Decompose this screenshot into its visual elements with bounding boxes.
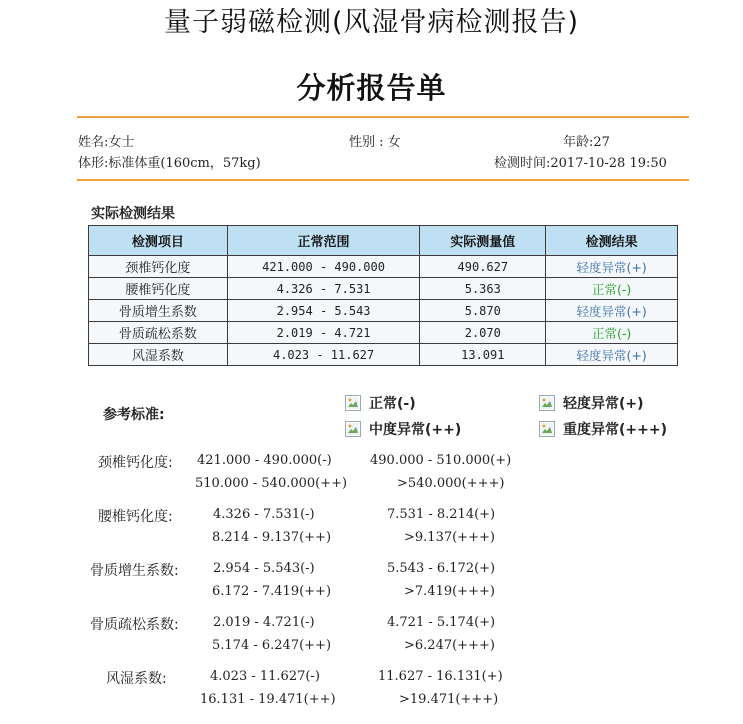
std-range: 11.627 - 16.131(+) (378, 669, 503, 684)
row-range: 2.954 - 5.543 (227, 300, 420, 322)
row-value: 5.870 (420, 300, 546, 322)
row-result-cell (546, 278, 678, 300)
std-range: 2.019 - 4.721(-) (213, 615, 315, 630)
legend-label: 中度异常(++) (369, 422, 462, 438)
std-range: 2.954 - 5.543(-) (213, 561, 315, 576)
std-range: 6.172 - 7.419(++) (212, 584, 332, 599)
row-item: 颈椎钙化度 (89, 256, 228, 278)
legend-label: 重度异常(+++) (563, 422, 667, 438)
header-value: 实际测量值 (420, 226, 546, 256)
std-item-name: 骨质疏松系数: (90, 617, 179, 633)
row-result-cell (546, 300, 678, 322)
image-placeholder-icon (539, 395, 555, 411)
std-range: 8.214 - 9.137(++) (212, 530, 332, 545)
divider-top (77, 116, 689, 118)
row-result-cell (546, 256, 678, 278)
patient-body: 体形:标准体重(160cm，57kg) (78, 156, 261, 171)
std-range: 7.531 - 8.214(+) (387, 507, 496, 522)
std-range: >9.137(+++) (404, 530, 495, 545)
std-range: 5.543 - 6.172(+) (387, 561, 496, 576)
row-range: 2.019 - 4.721 (227, 322, 420, 344)
row-result: 轻度异常(+) (576, 303, 647, 319)
std-range: 510.000 - 540.000(++) (195, 476, 348, 491)
row-range: 4.023 - 11.627 (227, 344, 420, 366)
legend-label: 正常(-) (369, 396, 416, 412)
row-result-cell (546, 344, 678, 366)
row-value: 13.091 (420, 344, 546, 366)
image-placeholder-icon (539, 421, 555, 437)
legend-mild (539, 393, 644, 413)
row-result: 正常(-) (591, 325, 632, 341)
row-item: 骨质疏松系数 (89, 322, 228, 344)
row-result: 轻度异常(+) (576, 259, 647, 275)
legend-label: 轻度异常(+) (563, 396, 644, 412)
table-row (89, 344, 678, 366)
table-row (89, 300, 678, 322)
test-time: 检测时间:2017-10-28 19:50 (494, 156, 667, 171)
legend-moderate (345, 419, 461, 439)
row-value: 2.070 (420, 322, 546, 344)
row-item: 骨质增生系数 (89, 300, 228, 322)
std-range: >6.247(+++) (404, 638, 495, 653)
std-range: 4.326 - 7.531(-) (213, 507, 315, 522)
header-item: 检测项目 (89, 226, 228, 256)
report-subtitle: 分析报告单 (296, 71, 447, 105)
patient-name: 姓名:女士 (78, 135, 135, 150)
std-item-name: 骨质增生系数: (90, 563, 179, 579)
results-section-title: 实际检测结果 (91, 206, 175, 222)
std-range: >19.471(+++) (399, 692, 499, 707)
patient-age: 年龄:27 (563, 135, 610, 150)
std-item-name: 颈椎钙化度: (98, 455, 173, 471)
divider-bottom (77, 179, 689, 181)
row-value: 5.363 (420, 278, 546, 300)
row-range: 421.000 - 490.000 (227, 256, 420, 278)
row-value: 490.627 (420, 256, 546, 278)
std-item-name: 风湿系数: (106, 671, 167, 687)
std-range: 4.023 - 11.627(-) (210, 669, 320, 684)
std-range: >7.419(+++) (404, 584, 495, 599)
image-placeholder-icon (345, 395, 361, 411)
table-row (89, 278, 678, 300)
results-table (88, 225, 678, 366)
row-result: 正常(-) (591, 281, 632, 297)
header-result: 检测结果 (546, 226, 678, 256)
std-item-name: 腰椎钙化度: (98, 509, 173, 525)
table-row (89, 322, 678, 344)
std-range: 16.131 - 19.471(++) (200, 692, 336, 707)
std-range: 4.721 - 5.174(+) (387, 615, 496, 630)
row-result: 轻度异常(+) (576, 347, 647, 363)
std-range: >540.000(+++) (397, 476, 505, 491)
image-placeholder-icon (345, 421, 361, 437)
reference-label: 参考标准: (103, 407, 165, 423)
std-range: 5.174 - 6.247(++) (212, 638, 332, 653)
table-header-row (89, 226, 678, 256)
table-row (89, 256, 678, 278)
legend-severe (539, 419, 667, 439)
std-range: 490.000 - 510.000(+) (370, 453, 512, 468)
row-range: 4.326 - 7.531 (227, 278, 420, 300)
legend-normal (345, 393, 416, 413)
header-range: 正常范围 (227, 226, 420, 256)
patient-gender: 性别 : 女 (349, 135, 401, 150)
row-item: 风湿系数 (89, 344, 228, 366)
report-title: 量子弱磁检测(风湿骨病检测报告) (163, 7, 580, 38)
row-item: 腰椎钙化度 (89, 278, 228, 300)
std-range: 421.000 - 490.000(-) (197, 453, 332, 468)
row-result-cell (546, 322, 678, 344)
